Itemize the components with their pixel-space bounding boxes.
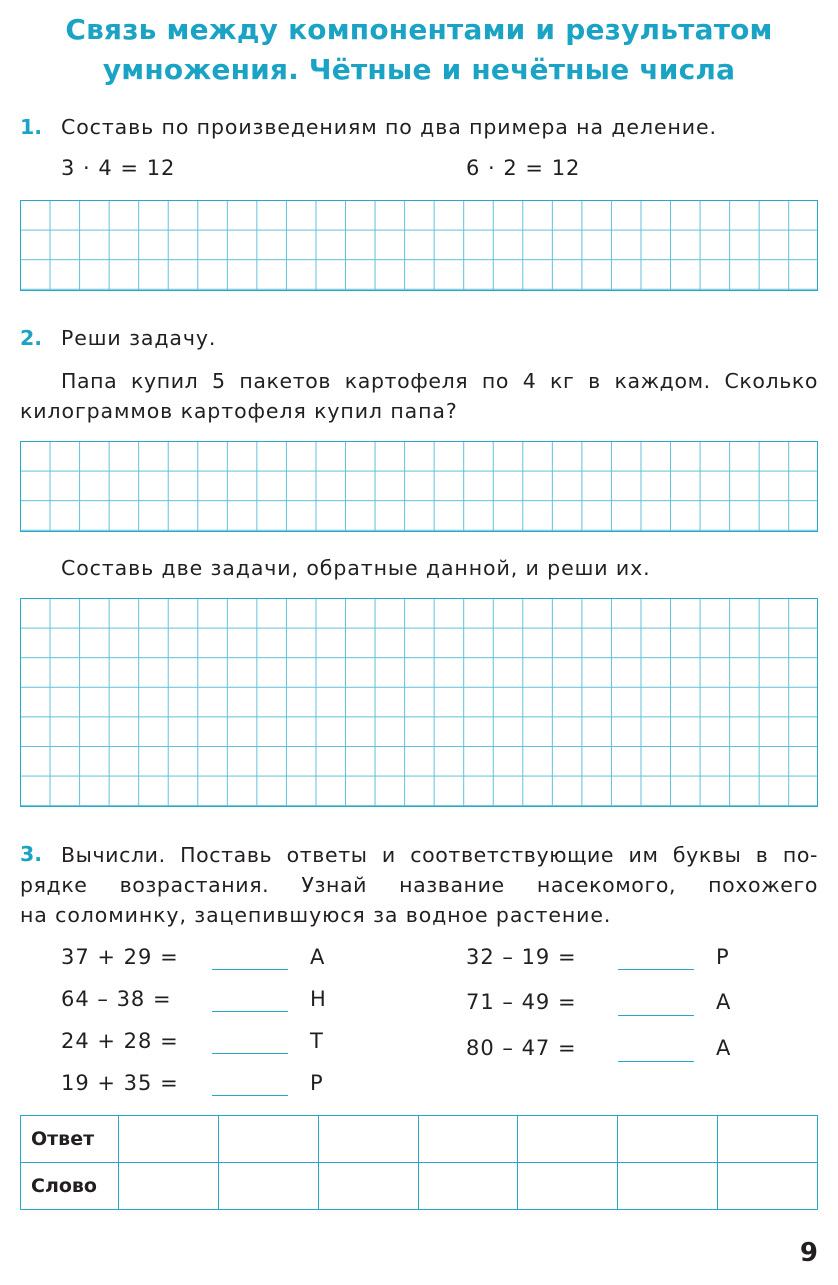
answer-cell[interactable]	[318, 1116, 418, 1163]
word-cell[interactable]	[518, 1163, 618, 1210]
answer-blank[interactable]	[618, 1061, 694, 1062]
answer-blank[interactable]	[618, 969, 694, 970]
task-1-number: 1.	[20, 115, 43, 139]
task-1-answer-grid[interactable]	[20, 200, 818, 291]
example-letter: А	[716, 1036, 731, 1060]
example-letter: Р	[716, 945, 729, 969]
task-1-instruction: Составь по произведениям по два примера на деление.	[61, 115, 717, 139]
word-row	[21, 1163, 818, 1210]
example-expression: 37 + 29 =	[61, 945, 179, 969]
task-3-instruction-line-2: рядке возрастания. Узнай название насекомого, похожего	[20, 873, 818, 897]
page-title-line-2: умножения. Чётные и нечётные числа	[102, 53, 736, 86]
answer-cell[interactable]	[518, 1116, 618, 1163]
example-letter: А	[310, 945, 325, 969]
example-letter: Т	[310, 1029, 323, 1053]
example-expression: 64 – 38 =	[61, 987, 172, 1011]
answer-cell[interactable]	[418, 1116, 518, 1163]
answer-table	[20, 1115, 818, 1210]
word-cell[interactable]	[618, 1163, 718, 1210]
word-cell[interactable]	[119, 1163, 219, 1210]
example-letter: Р	[310, 1071, 323, 1095]
answer-cell[interactable]	[718, 1116, 818, 1163]
task-2-followup: Составь две задачи, обратные данной, и реши их.	[61, 556, 651, 580]
answer-blank[interactable]	[212, 1095, 288, 1096]
example-letter: Н	[310, 987, 326, 1011]
example-expression: 71 – 49 =	[466, 990, 577, 1014]
example-expression: 19 + 35 =	[61, 1071, 179, 1095]
task-1-example-2: 6 · 2 = 12	[466, 156, 581, 180]
answer-row-label: Ответ	[21, 1116, 119, 1163]
task-2-inverse-grid[interactable]	[20, 598, 818, 807]
word-cell[interactable]	[718, 1163, 818, 1210]
task-2-number: 2.	[20, 326, 43, 350]
task-1-example-1: 3 · 4 = 12	[61, 156, 176, 180]
example-letter: А	[716, 990, 731, 1014]
page-number: 9	[799, 1238, 818, 1268]
answer-blank[interactable]	[618, 1015, 694, 1016]
task-3-instruction-line-1: Вычисли. Поставь ответы и соответствующие им буквы в по-	[61, 843, 818, 867]
task-3-instruction-line-3: на соломинку, зацепившуюся за водное растение.	[20, 903, 612, 927]
example-expression: 80 – 47 =	[466, 1036, 577, 1060]
answer-blank[interactable]	[212, 1053, 288, 1054]
task-2-instruction: Реши задачу.	[61, 326, 217, 350]
answer-cell[interactable]	[119, 1116, 219, 1163]
answer-row	[21, 1116, 818, 1163]
task-3-number: 3.	[20, 842, 43, 866]
answer-blank[interactable]	[212, 969, 288, 970]
page-title-line-1: Связь между компонентами и результатом	[65, 13, 773, 46]
answer-blank[interactable]	[212, 1011, 288, 1012]
task-2-answer-grid[interactable]	[20, 441, 818, 532]
word-row-label: Слово	[21, 1163, 119, 1210]
task-2-problem-line-1: Папа купил 5 пакетов картофеля по 4 кг в каждом. Сколько	[61, 369, 818, 393]
example-expression: 32 – 19 =	[466, 945, 577, 969]
word-cell[interactable]	[418, 1163, 518, 1210]
example-expression: 24 + 28 =	[61, 1029, 179, 1053]
word-cell[interactable]	[218, 1163, 318, 1210]
answer-cell[interactable]	[218, 1116, 318, 1163]
answer-cell[interactable]	[618, 1116, 718, 1163]
word-cell[interactable]	[318, 1163, 418, 1210]
task-2-problem-line-2: килограммов картофеля купил папа?	[20, 399, 458, 423]
